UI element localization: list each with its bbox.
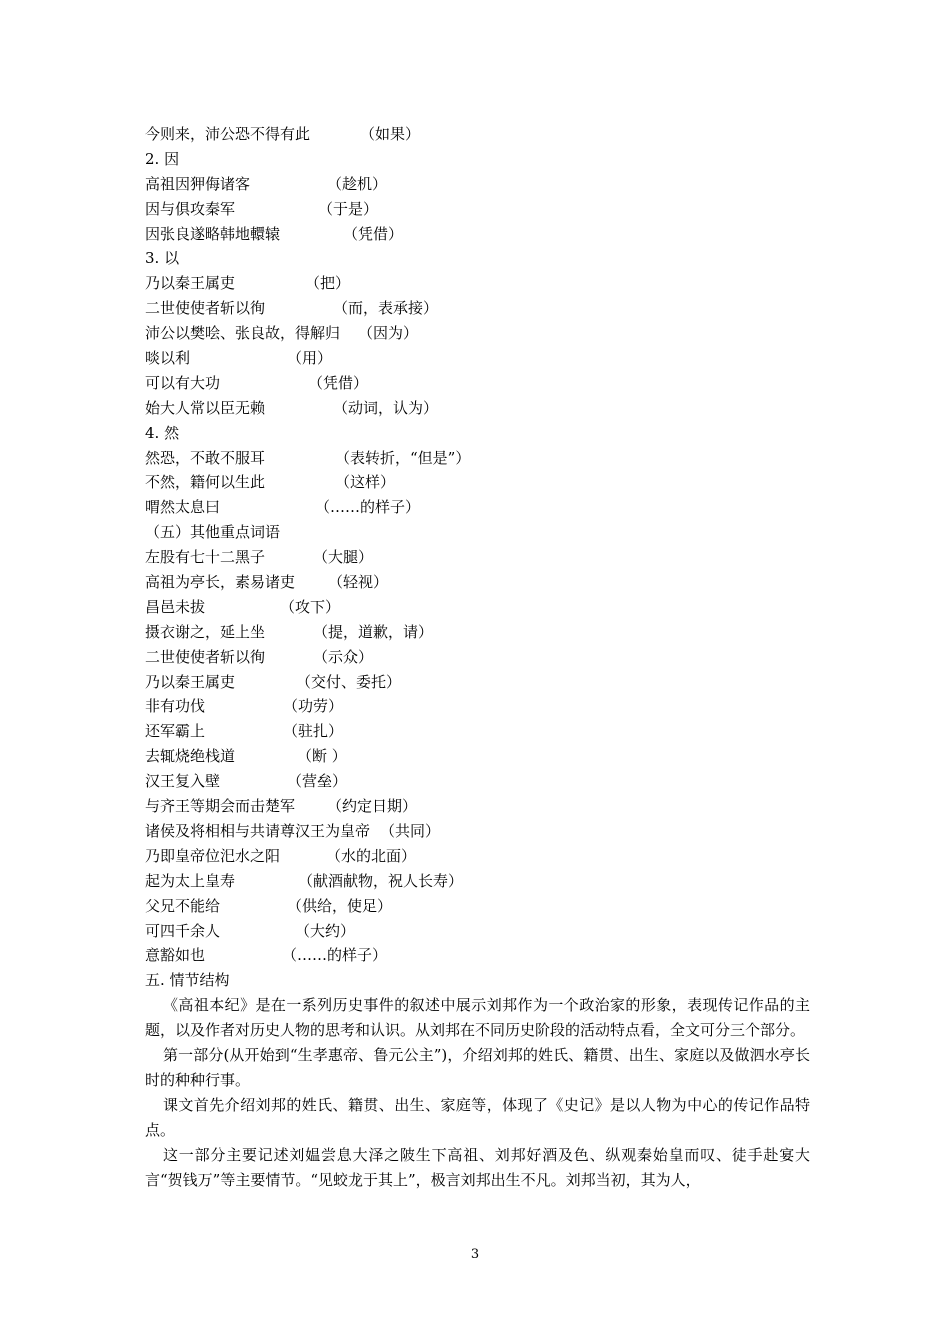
vocab-gloss: （用）	[287, 349, 333, 368]
vocab-phrase: 可以有大功	[145, 373, 221, 392]
vocab-phrase: 非有功伐	[145, 697, 206, 716]
vocab-gloss: （水的北面）	[326, 846, 417, 865]
vocab-gloss: （凭借）	[308, 373, 369, 392]
vocab-line	[145, 222, 810, 247]
vocab-line	[145, 545, 810, 570]
vocab-line	[145, 296, 810, 321]
paragraph: 这一部分主要记述刘媪尝息大泽之陂生下高祖、刘邦好酒及色、纵观秦始皇而叹、徒手赴宴大言“贺钱万”等主要情节。“见蛟龙于其上”，极言刘邦出生不凡。刘邦当初，其为人，	[145, 1145, 810, 1189]
vocab-line	[145, 570, 810, 595]
vocab-phrase: 高祖因狎侮诸客	[145, 174, 251, 193]
document-body	[145, 122, 810, 1192]
vocab-phrase: 然恐，不敢不服耳	[145, 448, 266, 467]
vocab-line	[145, 719, 810, 744]
vocab-phrase: 今则来，沛公恐不得有此	[145, 125, 311, 143]
vocab-phrase: 可四千余人	[145, 921, 221, 940]
vocab-gloss: （营垒）	[287, 772, 348, 791]
vocab-phrase: 诸侯及将相相与共请尊汉王为皇帝	[145, 821, 371, 840]
vocab-phrase: 左股有七十二黑子	[145, 548, 266, 567]
vocab-line	[145, 470, 810, 495]
vocab-gloss: （趁机）	[327, 174, 388, 193]
vocab-phrase: （五）其他重点词语	[145, 523, 281, 542]
vocab-phrase: 乃以秦王属吏	[145, 274, 236, 293]
vocab-gloss: （约定日期）	[327, 797, 418, 816]
vocab-phrase: 乃以秦王属吏	[145, 672, 236, 691]
vocab-gloss: （而，表承接）	[333, 299, 439, 318]
vocab-line	[145, 346, 810, 371]
vocab-line	[145, 968, 810, 993]
vocab-phrase: 4. 然	[145, 423, 180, 442]
vocab-line	[145, 520, 810, 545]
vocab-gloss: （表转折，“但是”）	[335, 448, 471, 467]
vocab-line	[145, 321, 810, 346]
vocab-gloss: （大腿）	[313, 548, 374, 567]
vocab-line	[145, 396, 810, 421]
page-number: 3	[470, 1247, 480, 1262]
vocab-phrase: 二世使使者斩以徇	[145, 647, 266, 666]
vocab-line	[145, 694, 810, 719]
paragraph: 课文首先介绍刘邦的姓氏、籍贯、出生、家庭等，体现了《史记》是以人物为中心的传记作品特点。	[145, 1095, 810, 1139]
vocab-line	[145, 271, 810, 296]
vocab-gloss: （功劳）	[283, 697, 344, 716]
vocab-phrase: 不然，籍何以生此	[145, 473, 266, 492]
vocab-gloss: （示众）	[313, 647, 374, 666]
vocab-gloss: （驻扎）	[283, 722, 344, 741]
paragraph: 第一部分(从开始到“生孝惠帝、鲁元公主”)，介绍刘邦的姓氏、籍贯、出生、家庭以及做泗水亭长时的种种行事。	[145, 1045, 810, 1089]
vocab-gloss: （因为）	[358, 324, 419, 343]
paragraph: 《高祖本纪》是在一系列历史事件的叙述中展示刘邦作为一个政治家的形象，表现传记作品的主题，以及作者对历史人物的思考和认识。从刘邦在不同历史阶段的活动特点看，全文可分三个部分。	[145, 996, 810, 1040]
vocab-gloss: （如果）	[360, 125, 421, 143]
vocab-line	[145, 645, 810, 670]
vocab-gloss: （大约）	[295, 921, 356, 940]
vocab-gloss: （……的样子）	[282, 946, 388, 965]
vocab-line	[145, 869, 810, 894]
vocab-gloss: （供给，使足）	[287, 896, 393, 915]
vocab-line	[145, 919, 810, 944]
vocab-phrase: 摄衣谢之，延上坐	[145, 622, 266, 641]
vocab-gloss: （共同）	[380, 821, 441, 840]
vocab-line	[145, 421, 810, 446]
vocab-line	[145, 943, 810, 968]
vocab-phrase: 乃即皇帝位汜水之阳	[145, 846, 281, 865]
vocab-line	[145, 794, 810, 819]
vocab-line	[145, 844, 810, 869]
vocab-gloss: （把）	[305, 274, 351, 293]
vocab-phrase: 五. 情节结构	[145, 971, 230, 990]
vocab-line	[145, 147, 810, 172]
vocab-phrase: 去辄烧绝栈道	[145, 747, 236, 766]
vocab-line	[145, 122, 810, 147]
vocab-gloss: （提，道歉，请）	[313, 622, 434, 641]
vocab-phrase: 与齐王等期会而击楚军	[145, 797, 296, 816]
vocab-phrase: 因张良遂略韩地轘辕	[145, 224, 281, 243]
vocab-phrase: 父兄不能给	[145, 896, 221, 915]
vocab-line	[145, 769, 810, 794]
vocab-phrase: 喟然太息曰	[145, 498, 221, 517]
vocab-phrase: 啖以利	[145, 349, 191, 368]
vocab-phrase: 昌邑未拔	[145, 597, 206, 616]
vocab-gloss: （轻视）	[328, 573, 389, 592]
vocab-gloss: （这样）	[335, 473, 396, 492]
plot-structure-section	[145, 993, 810, 1192]
vocab-phrase: 还军霸上	[145, 722, 206, 741]
vocab-gloss: （断 ）	[297, 747, 347, 766]
vocab-phrase: 汉王复入壁	[145, 772, 221, 791]
vocab-line	[145, 246, 810, 271]
vocab-line	[145, 894, 810, 919]
vocab-gloss: （攻下）	[280, 597, 341, 616]
vocab-phrase: 高祖为亭长，素易诸吏	[145, 573, 296, 592]
vocab-line	[145, 819, 810, 844]
vocab-line	[145, 495, 810, 520]
vocab-gloss: （凭借）	[343, 224, 404, 243]
vocab-line	[145, 595, 810, 620]
vocab-gloss: （于是）	[318, 199, 379, 218]
vocab-phrase: 3. 以	[145, 249, 180, 268]
vocab-line	[145, 371, 810, 396]
vocab-line	[145, 197, 810, 222]
vocab-gloss: （献酒献物，祝人长寿）	[298, 871, 464, 890]
vocab-line	[145, 670, 810, 695]
vocab-line	[145, 744, 810, 769]
vocab-gloss: （动词，认为）	[333, 398, 439, 417]
vocab-phrase: 始大人常以臣无赖	[145, 398, 266, 417]
vocab-phrase: 起为太上皇寿	[145, 871, 236, 890]
vocab-line	[145, 446, 810, 471]
vocab-phrase: 沛公以樊哙、张良故，得解归	[145, 324, 341, 343]
vocab-phrase: 2. 因	[145, 149, 180, 168]
vocab-line	[145, 620, 810, 645]
vocabulary-list	[145, 122, 810, 993]
vocab-line	[145, 172, 810, 197]
vocab-phrase: 二世使使者斩以徇	[145, 299, 266, 318]
vocab-phrase: 意豁如也	[145, 946, 206, 965]
vocab-gloss: （……的样子）	[315, 498, 421, 517]
vocab-phrase: 因与俱攻秦军	[145, 199, 236, 218]
vocab-gloss: （交付、委托）	[296, 672, 402, 691]
